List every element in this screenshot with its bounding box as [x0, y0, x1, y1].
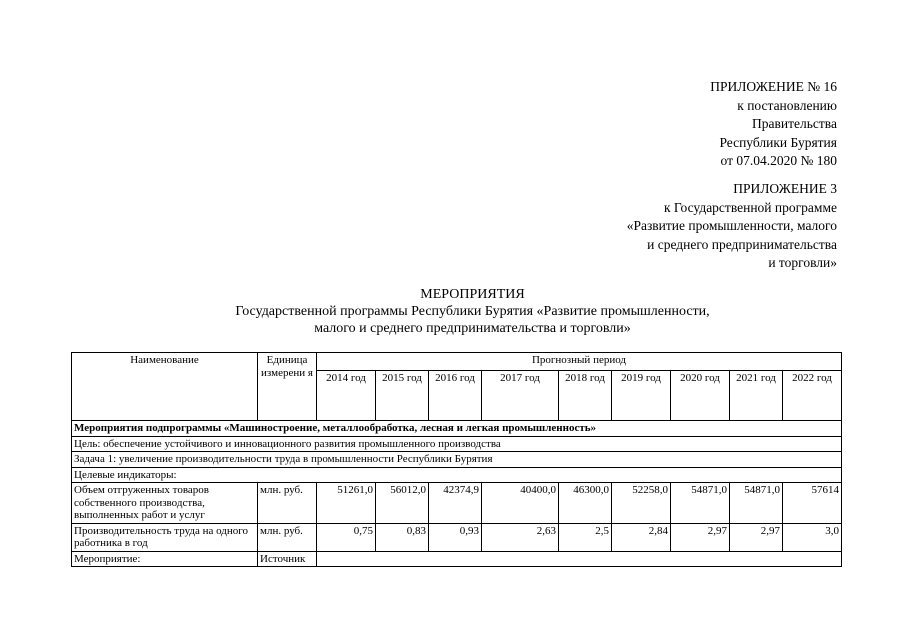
row-value: 3,0 [783, 523, 842, 551]
row-value: 54871,0 [671, 483, 730, 524]
table-row [72, 551, 842, 567]
row-name: Мероприятие: [72, 551, 258, 567]
appendix-16-line: Республики Бурятия [719, 134, 837, 150]
header-year: 2017 год [482, 371, 559, 421]
row-value: 42374,9 [429, 483, 482, 524]
title-line-3: малого и среднего предпринимательства и торговли» [314, 321, 631, 336]
header-year: 2021 год [730, 371, 783, 421]
row-value: 2,63 [482, 523, 559, 551]
row-name: Объем отгруженных товаров собственного производства, выполненных работ и услуг [72, 483, 258, 524]
goal-row [72, 436, 842, 452]
row-value: 2,97 [671, 523, 730, 551]
table-row [72, 483, 842, 524]
header-year: 2016 год [429, 371, 482, 421]
appendix-3-line: и торговли» [768, 255, 837, 270]
goal-text: Цель: обеспечение устойчивого и инновационного развития промышленного производства [72, 436, 842, 452]
row-value: 54871,0 [730, 483, 783, 524]
header-unit: Единица измерени я [258, 353, 317, 421]
appendix-16-block [710, 78, 837, 171]
row-value: 2,5 [559, 523, 612, 551]
appendix-16-line: от 07.04.2020 № 180 [720, 153, 837, 168]
row-value: 2,84 [612, 523, 671, 551]
document-title [0, 286, 905, 337]
title-line-1: МЕРОПРИЯТИЯ [420, 287, 525, 302]
appendix-16-line: к постановлению [737, 97, 837, 113]
table-header-row [72, 353, 842, 371]
indicators-row [72, 467, 842, 483]
row-empty-span [317, 551, 842, 567]
task-text: Задача 1: увеличение производительности труда в промышленности Республики Бурятия [72, 452, 842, 468]
indicators-label: Целевые индикаторы: [72, 467, 842, 483]
row-value: 0,93 [429, 523, 482, 551]
appendix-16-line: Правительства [752, 116, 837, 131]
task-row [72, 452, 842, 468]
row-value: 0,83 [376, 523, 429, 551]
header-year: 2015 год [376, 371, 429, 421]
header-name: Наименование [72, 353, 258, 421]
row-value: 51261,0 [317, 483, 376, 524]
row-name: Производительность труда на одного работника в год [72, 523, 258, 551]
title-line-2: Государственной программы Республики Бурятия «Развитие промышленности, [235, 304, 710, 319]
header-year: 2019 год [612, 371, 671, 421]
row-value: 2,97 [730, 523, 783, 551]
header-year: 2018 год [559, 371, 612, 421]
row-value: 46300,0 [559, 483, 612, 524]
row-value: 40400,0 [482, 483, 559, 524]
subprogram-row [72, 421, 842, 437]
row-unit: Источник [258, 551, 317, 567]
appendix-3-line: «Развитие промышленности, малого [626, 218, 837, 233]
row-unit: млн. руб. [258, 523, 317, 551]
row-unit: млн. руб. [258, 483, 317, 524]
appendix-16-line: ПРИЛОЖЕНИЕ № 16 [710, 79, 837, 94]
appendix-3-line: ПРИЛОЖЕНИЕ 3 [733, 181, 837, 196]
appendix-3-block [627, 180, 837, 273]
row-value: 57614 [783, 483, 842, 524]
table-row [72, 523, 842, 551]
row-value: 0,75 [317, 523, 376, 551]
appendix-3-line: к Государственной программе [663, 199, 837, 215]
row-value: 52258,0 [612, 483, 671, 524]
header-year: 2014 год [317, 371, 376, 421]
measures-table [71, 352, 842, 567]
header-period: Прогнозный период [317, 353, 842, 371]
appendix-3-line: и среднего предпринимательства [647, 236, 837, 252]
subprogram-title: Мероприятия подпрограммы «Машиностроение, металлообработка, лесная и легкая промышленность» [72, 421, 842, 437]
row-value: 56012,0 [376, 483, 429, 524]
header-year: 2022 год [783, 371, 842, 421]
header-year: 2020 год [671, 371, 730, 421]
